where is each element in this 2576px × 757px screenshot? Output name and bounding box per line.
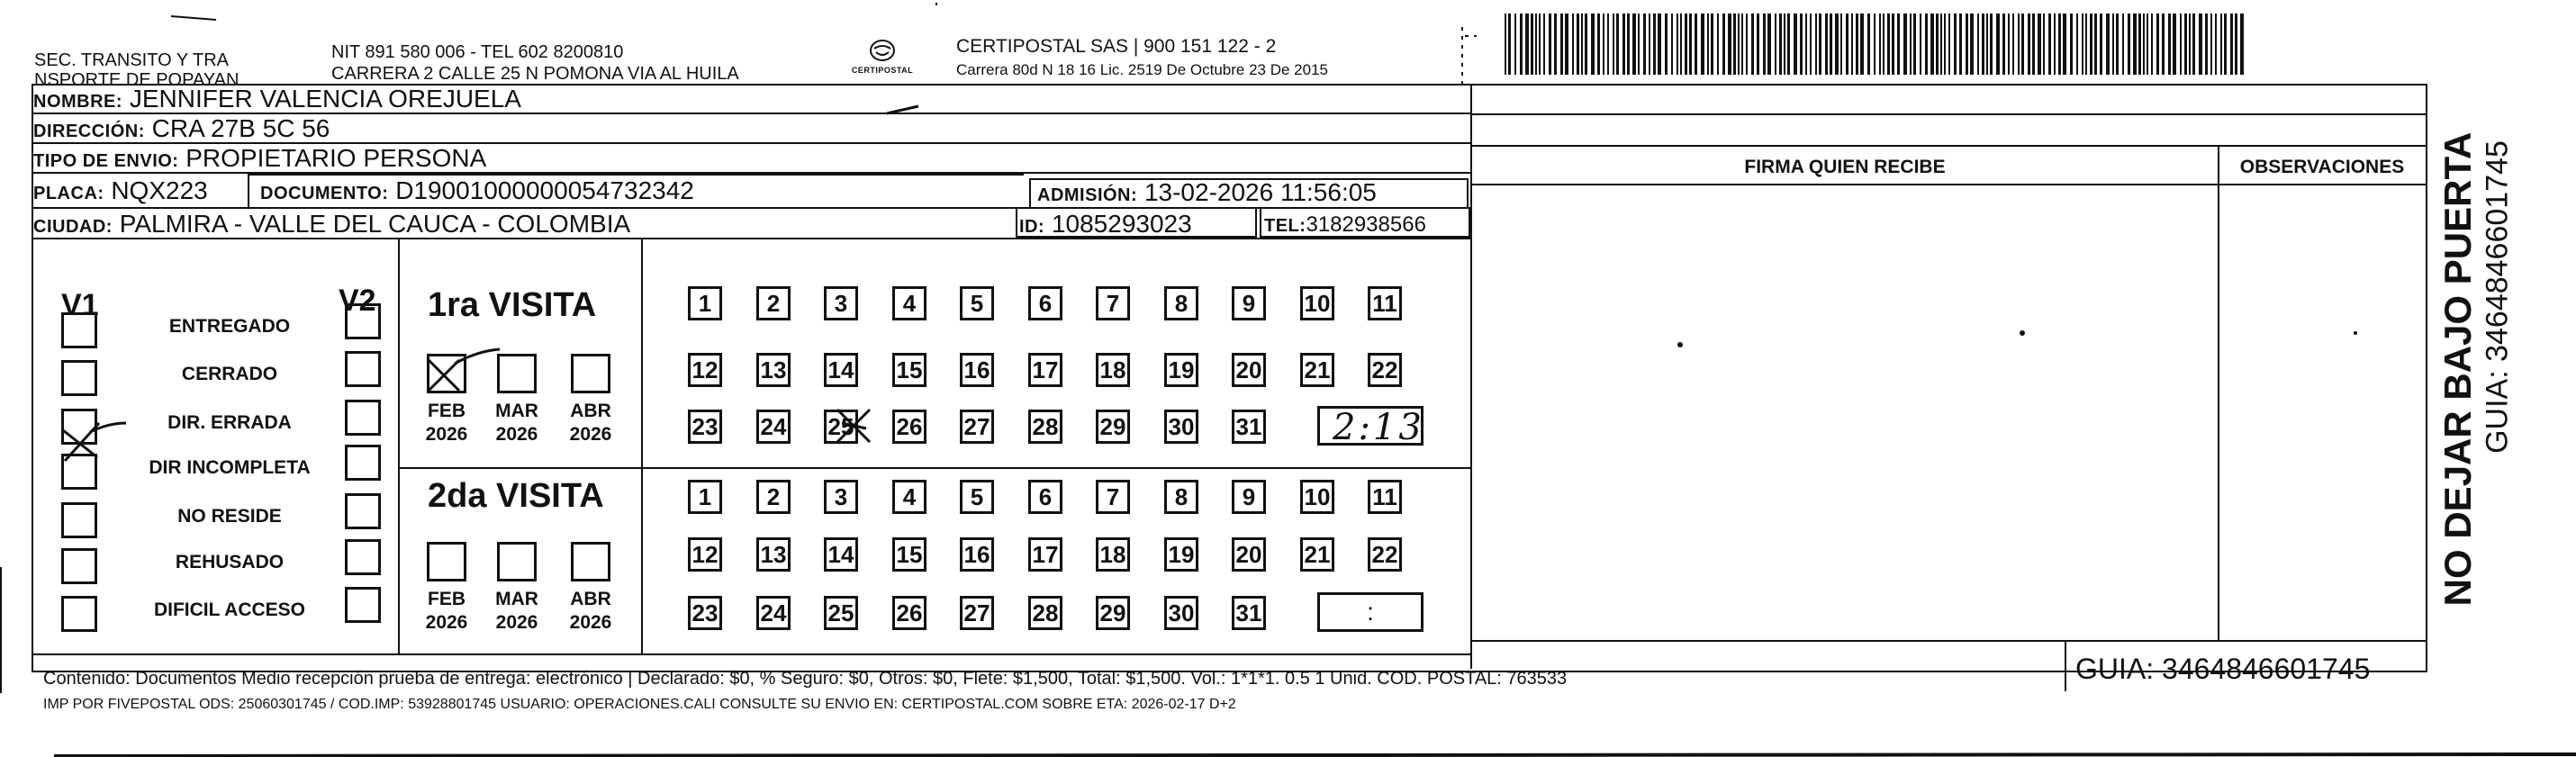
first-day-box[interactable]: 25: [824, 410, 858, 444]
first-day-box[interactable]: 26: [892, 410, 926, 444]
admision-label: ADMISIÓN:: [1037, 185, 1138, 205]
second-year-label: 2026: [425, 612, 468, 633]
second-day-box[interactable]: 10: [1300, 480, 1334, 514]
status-option-label: DIFICIL ACCESO: [153, 599, 305, 620]
second-day-box[interactable]: 3: [824, 480, 858, 514]
second-day-box[interactable]: 2: [756, 480, 791, 514]
footer-contenido: Contenido: Documentos Medio recepción prueba de entrega: electrónico | Declarado: $0, % Seguro: $0, Otros: $0, Flete: $1,500, Total: $1,500. Vol.: 1*1*1. 0.5 1 Unid. COD. POSTAL: 763533: [43, 669, 1568, 689]
observaciones-label: OBSERVACIONES: [2239, 157, 2405, 177]
first-day-box[interactable]: 5: [960, 286, 994, 320]
id-value: 1085293023: [1051, 210, 1192, 238]
first-day-box[interactable]: 24: [756, 410, 791, 444]
second-year-label: 2026: [569, 612, 612, 633]
first-day-box[interactable]: 20: [1232, 353, 1266, 387]
first-day-box[interactable]: 31: [1232, 410, 1266, 444]
second-day-box[interactable]: 17: [1028, 537, 1062, 572]
handwritten-time: 2:13: [1333, 407, 1424, 448]
second-day-box[interactable]: 23: [688, 596, 722, 630]
first-month-label: MAR: [495, 401, 538, 421]
second-month-label: MAR: [495, 589, 538, 609]
second-day-box[interactable]: 29: [1096, 596, 1130, 630]
v2-label: V2: [339, 284, 376, 318]
second-time-box[interactable]: :: [1317, 592, 1424, 632]
footer-imp: IMP POR FIVEPOSTAL ODS: 25060301745 / COD.IMP: 53928801745 USUARIO: OPERACIONES.CALI CONSULTE SU ENVIO EN: CERTIPOSTAL.COM SOBRE ETA: 2026-02-17 D+2: [43, 697, 1236, 712]
second-day-box[interactable]: 1: [688, 480, 722, 514]
second-day-box[interactable]: 16: [960, 537, 994, 572]
id-label: ID:: [1019, 217, 1045, 237]
second-day-box[interactable]: 12: [688, 537, 722, 572]
first-day-box[interactable]: 29: [1096, 410, 1130, 444]
second-day-box[interactable]: 15: [892, 537, 926, 572]
status-option-label: CERRADO: [181, 364, 278, 384]
sender-nit: NIT 891 580 006 - TEL 602 8200810: [331, 42, 624, 62]
first-day-box[interactable]: 8: [1164, 286, 1198, 320]
first-day-box[interactable]: 7: [1096, 286, 1130, 320]
first-day-box[interactable]: 28: [1028, 410, 1062, 444]
first-month-label: FEB: [428, 401, 465, 421]
second-day-box[interactable]: 24: [756, 596, 791, 630]
sender-address: CARRERA 2 CALLE 25 N POMONA VIA AL HUILA: [331, 64, 739, 84]
first-day-box[interactable]: 22: [1368, 353, 1402, 387]
first-day-box[interactable]: 14: [824, 353, 858, 387]
second-day-box[interactable]: 11: [1368, 480, 1402, 514]
first-day-box[interactable]: 9: [1232, 286, 1266, 320]
second-month-label: ABR: [570, 589, 611, 609]
tipo-envio-value: PROPIETARIO PERSONA: [185, 144, 487, 172]
second-day-box[interactable]: 9: [1232, 480, 1266, 514]
first-year-label: 2026: [569, 424, 612, 445]
first-day-box[interactable]: 17: [1028, 353, 1062, 387]
ciudad-value: PALMIRA - VALLE DEL CAUCA - COLOMBIA: [119, 210, 631, 238]
second-day-box[interactable]: 7: [1096, 480, 1130, 514]
direccion-label: DIRECCIÓN:: [33, 122, 145, 141]
first-day-box[interactable]: 23: [688, 410, 722, 444]
tipo-envio-label: TIPO DE ENVIO:: [33, 151, 179, 171]
status-option-label: DIR INCOMPLETA: [149, 457, 311, 478]
first-day-box[interactable]: 13: [756, 353, 791, 387]
no-dejar-warning: NO DEJAR BAJO PUERTA: [2436, 131, 2479, 607]
second-day-box[interactable]: 28: [1028, 596, 1062, 630]
documento-value: D19001000000054732342: [395, 176, 694, 204]
second-day-box[interactable]: 18: [1096, 537, 1130, 572]
admision-value: 13-02-2026 11:56:05: [1143, 178, 1377, 206]
direccion-value: CRA 27B 5C 56: [151, 114, 330, 142]
second-day-box[interactable]: 21: [1300, 537, 1334, 572]
nombre-value: JENNIFER VALENCIA OREJUELA: [129, 85, 521, 113]
first-day-box[interactable]: 3: [824, 286, 858, 320]
ciudad-label: CIUDAD:: [33, 217, 113, 237]
second-day-box[interactable]: 30: [1164, 596, 1198, 630]
second-day-box[interactable]: 22: [1368, 537, 1402, 572]
second-day-box[interactable]: 25: [824, 596, 858, 630]
first-year-label: 2026: [425, 424, 468, 445]
first-day-box[interactable]: 4: [892, 286, 926, 320]
status-option-label: DIR. ERRADA: [167, 412, 292, 433]
documento-label: DOCUMENTO:: [260, 184, 389, 203]
placa-value: NQX223: [111, 176, 208, 204]
courier-license: Carrera 80d N 18 16 Lic. 2519 De Octubre 23 De 2015: [956, 61, 1328, 78]
first-day-box[interactable]: 2: [756, 286, 791, 320]
first-visit-label: 1ra VISITA: [428, 286, 597, 324]
first-day-box[interactable]: 30: [1164, 410, 1198, 444]
first-day-box[interactable]: 1: [688, 286, 722, 320]
courier-nit: CERTIPOSTAL SAS | 900 151 122 - 2: [956, 36, 1277, 57]
second-day-box[interactable]: 19: [1164, 537, 1198, 572]
sender-name-line1: SEC. TRANSITO Y TRA: [34, 50, 229, 70]
status-option-label: ENTREGADO: [168, 316, 291, 337]
status-option-label: REHUSADO: [175, 552, 285, 572]
first-day-box[interactable]: 19: [1164, 353, 1198, 387]
second-month-label: FEB: [428, 589, 465, 609]
second-day-box[interactable]: 4: [892, 480, 926, 514]
first-day-box[interactable]: 21: [1300, 353, 1334, 387]
second-visit-label: 2da VISITA: [428, 477, 604, 515]
sender-name-line2: NSPORTE DE POPAYAN: [34, 70, 240, 90]
first-day-box[interactable]: 12: [688, 353, 722, 387]
placa-label: PLACA:: [33, 184, 104, 203]
first-day-box[interactable]: 15: [892, 353, 926, 387]
v1-label: V1: [61, 288, 99, 322]
first-day-box[interactable]: 27: [960, 410, 994, 444]
second-day-box[interactable]: 13: [756, 537, 791, 572]
second-day-box[interactable]: 20: [1232, 537, 1266, 572]
second-year-label: 2026: [495, 612, 538, 633]
tel-label: TEL:: [1264, 216, 1306, 236]
first-day-box[interactable]: 16: [960, 353, 994, 387]
nombre-label: NOMBRE:: [33, 92, 123, 112]
first-day-box[interactable]: 18: [1096, 353, 1130, 387]
second-day-box[interactable]: 26: [892, 596, 926, 630]
firma-label: FIRMA QUIEN RECIBE: [1744, 157, 1946, 177]
second-day-box[interactable]: 31: [1232, 596, 1266, 630]
second-day-box[interactable]: 6: [1028, 480, 1062, 514]
second-day-box[interactable]: 8: [1164, 480, 1198, 514]
second-day-box[interactable]: 27: [960, 596, 994, 630]
first-day-box[interactable]: 6: [1028, 286, 1062, 320]
first-day-box[interactable]: 10: [1300, 286, 1334, 320]
second-day-box[interactable]: 5: [960, 480, 994, 514]
logo-text: CERTIPOSTAL: [851, 66, 914, 75]
side-guia: GUIA: 3464846601745: [2480, 140, 2515, 454]
second-day-box[interactable]: 14: [824, 537, 858, 572]
first-day-box[interactable]: 11: [1368, 286, 1402, 320]
first-year-label: 2026: [495, 424, 538, 445]
first-month-label: ABR: [570, 401, 611, 421]
status-option-label: NO RESIDE: [177, 506, 282, 527]
footer-guia: GUIA: 3464846601745: [2075, 653, 2371, 685]
tel-value: 3182938566: [1306, 212, 1426, 237]
